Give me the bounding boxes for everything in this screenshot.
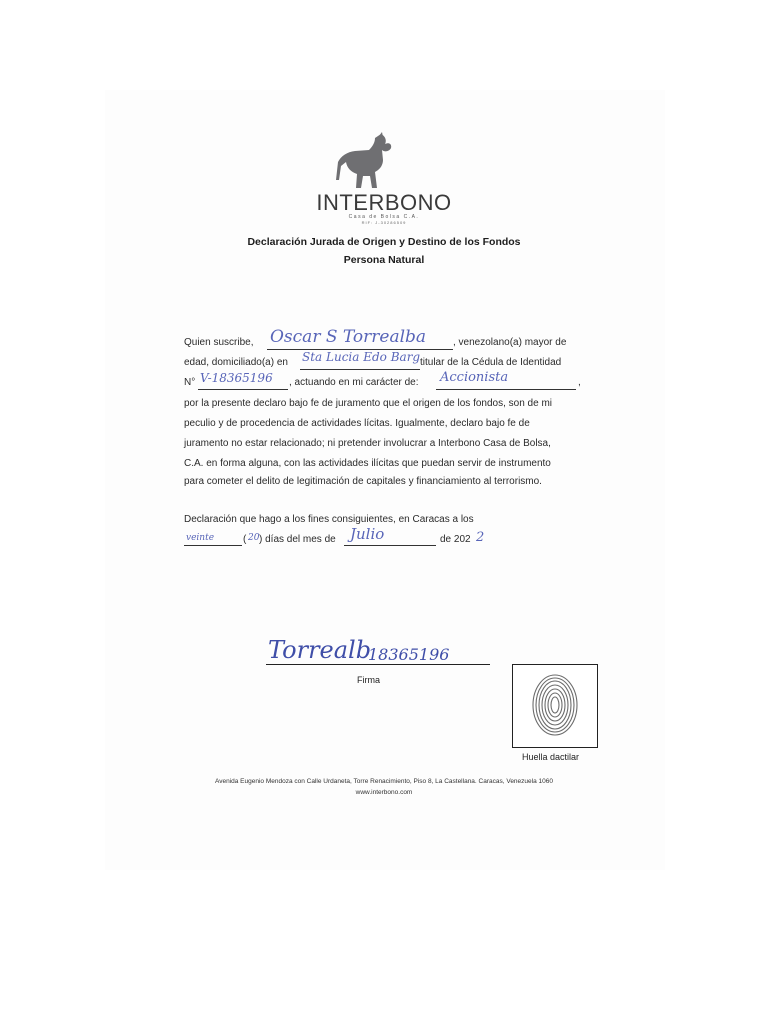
text-comma: , [578,377,581,388]
brand-name: INTERBONO [316,190,452,215]
handwritten-role: Accionista [440,370,509,385]
paragraph-line-7: C.A. en forma alguna, con las actividades ilícitas que puedan servir de instrumento [184,458,551,469]
handwritten-year-digit: 2 [476,530,485,545]
role-blank [436,389,576,390]
id-blank [198,389,288,390]
text-domiciliado: edad, domiciliado(a) en [184,357,288,368]
handwritten-address: Sta Lucia Edo Barg [302,350,421,364]
bull-logo-icon [335,132,395,194]
paragraph-line-5: peculio y de procedencia de actividades lícitas. Igualmente, declaro bajo fe de [184,418,530,429]
signature-id: 18365196 [368,645,450,664]
firma-label: Firma [357,675,380,685]
handwritten-day-digits: 20 [248,533,260,543]
text-numero: N° [184,377,196,388]
fingerprint-box [512,664,598,748]
footer-website[interactable]: www.interbono.com [355,789,413,796]
address-blank [300,369,420,370]
text-quien-suscribe: Quien suscribe, [184,337,254,348]
handwritten-day-words: veinte [186,533,215,543]
text-dias-del-mes: ) días del mes de [259,534,336,545]
document-title: Declaración Jurada de Origen y Destino de los Fondos [247,236,521,248]
handwritten-id: V-18365196 [200,371,273,385]
fingerprint-icon [513,665,597,747]
text-venezolano: , venezolano(a) mayor de [453,337,567,348]
signature-scribble: Torrealb [268,636,372,664]
day-words-blank [184,545,242,546]
signature-line [266,664,490,665]
declaration-line-1: Declaración que hago a los fines consiguientes, en Caracas a los [184,514,474,525]
huella-label: Huella dactilar [522,752,580,762]
text-actuando: , actuando en mi carácter de: [289,377,419,388]
handwritten-name: Oscar S Torrealba [270,327,427,347]
handwritten-month: Julio [350,525,385,543]
brand-rif: RIF: J-30286509 [361,220,407,225]
brand-subtitle: Casa de Bolsa C.A. [348,214,420,220]
month-blank [344,545,436,546]
paragraph-line-6: juramento no estar relacionado; ni pretender involucrar a Interbono Casa de Bolsa, [184,438,551,449]
document-subtitle: Persona Natural [343,254,425,266]
footer-address: Avenida Eugenio Mendoza con Calle Urdaneta, Torre Renacimiento, Piso 8, La Castellana. Caracas, Venezuela 1060 [215,778,553,785]
text-paren-open: ( [243,534,247,545]
paragraph-line-4: por la presente declaro bajo fe de juramento que el origen de los fondos, son de mi [184,398,553,409]
paragraph-line-8: para cometer el delito de legitimación de capitales y financiamiento al terrorismo. [184,476,542,487]
text-titular: titular de la Cédula de Identidad [420,357,562,368]
text-year-prefix: de 202 [440,534,471,545]
